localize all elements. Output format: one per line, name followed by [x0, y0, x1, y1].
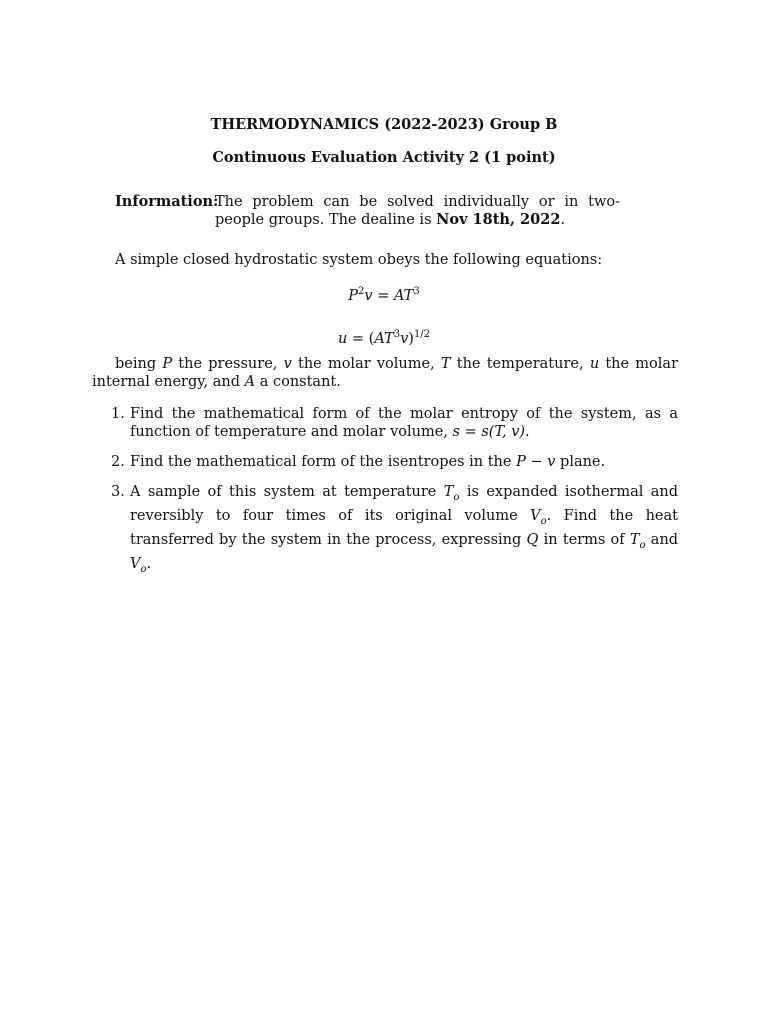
question-end: . — [525, 424, 530, 440]
variable-description — [92, 355, 678, 391]
symbol-Vo: $V_o$ — [530, 507, 547, 527]
desc-text: the pressure, — [178, 356, 278, 372]
document-subtitle: Continuous Evaluation Activity 2 (1 point) — [212, 149, 556, 166]
desc-text: the molar volume, — [298, 356, 435, 372]
question-math: s = s(T, v) — [452, 424, 526, 440]
symbol-T: T — [440, 356, 451, 372]
question-number: 1. — [111, 406, 125, 422]
question-text: A sample of this system at temperature — [130, 484, 437, 500]
symbol-u: u — [589, 356, 600, 372]
intro-paragraph: A simple closed hydrostatic system obeys the following equations: — [115, 252, 603, 268]
question-number: 3. — [111, 484, 125, 500]
question-math: P − v — [516, 454, 556, 470]
symbol-To: $T_o$ — [443, 484, 460, 503]
symbol-Vo: $V_o$ — [130, 555, 147, 575]
question-item — [92, 453, 678, 471]
desc-text: the molar internal energy, and — [92, 356, 679, 390]
symbol-Q: Q — [526, 531, 539, 548]
equation-energy: $u = (AT^3v)^{1/2}$ — [337, 329, 431, 347]
question-text: Find the mathematical form of the isentropes in the — [130, 454, 512, 470]
question-end: plane. — [560, 454, 606, 470]
question-item — [92, 405, 678, 441]
document-title: THERMODYNAMICS (2022-2023) Group B — [210, 116, 558, 133]
question-text: Find the mathematical form of the molar entropy of the system, as a function of temperature and molar volume, — [130, 406, 678, 440]
question-end: . — [146, 555, 152, 572]
question-text: and — [650, 531, 679, 548]
deadline-date: Nov 18th, 2022 — [436, 211, 561, 228]
question-item — [92, 483, 678, 579]
desc-text: the temperature, — [456, 356, 584, 372]
symbol-P: P — [162, 356, 173, 372]
information-label: Information: — [115, 193, 219, 210]
question-list — [92, 405, 678, 591]
symbol-A: A — [244, 374, 256, 390]
symbol-To: $T_o$ — [629, 531, 646, 551]
question-number: 2. — [111, 454, 125, 470]
question-text: is expanded isothermal and reversibly to four times of its original volume — [130, 484, 679, 524]
question-text: . Find the heat transferred by the system in the process, expressing — [130, 507, 678, 548]
desc-text: being — [115, 356, 157, 372]
symbol-v: v — [283, 356, 292, 372]
desc-text: a constant. — [259, 374, 341, 390]
information-text — [215, 193, 620, 229]
information-block — [115, 193, 620, 229]
question-text: in terms of — [543, 531, 625, 548]
information-end: . — [560, 212, 566, 228]
information-body: The problem can be solved individually or in two-people groups. The dealine is — [215, 194, 620, 228]
equation-state: $P^2v = AT^3$ — [348, 286, 420, 304]
